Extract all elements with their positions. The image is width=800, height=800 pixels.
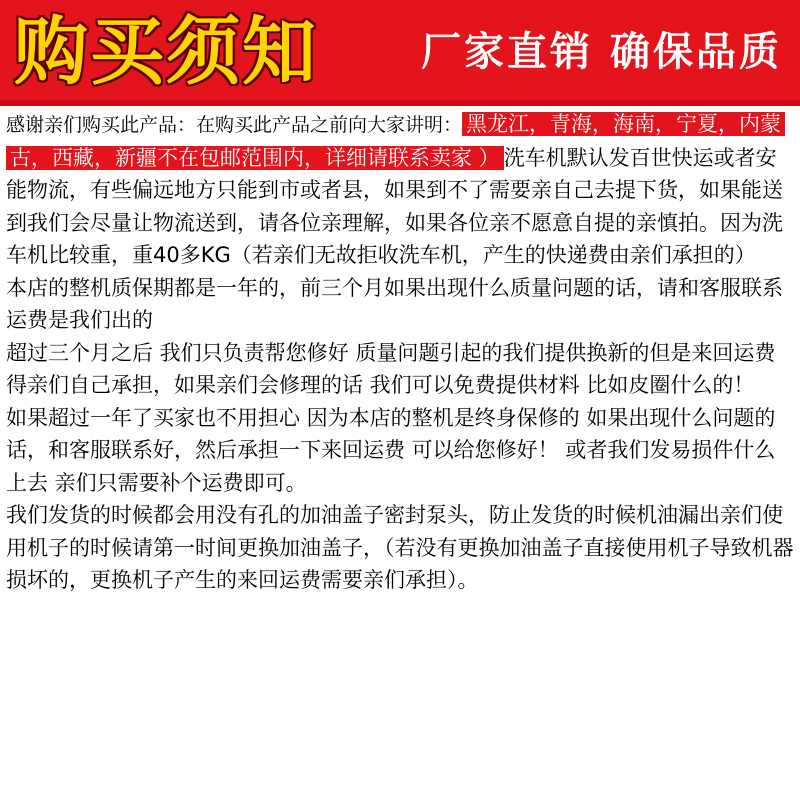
excluded-regions-highlight: 黑龙江，青海，海南，宁夏，内蒙古，西藏，新疆不在包邮范围内，详细请联系卖家 ） (6, 112, 785, 170)
warranty-paragraph: 本店的整机质保期都是一年的，前三个月如果出现什么质量问题的话，请和客服联系 运费是我们出的 (6, 275, 783, 332)
after-one-year-paragraph: 如果超过一年了买家也不用担心 因为本店的整机是终身保修的 如果出现什么问题的话，和客服联系好，然后承担一下来回运费 可以给您修好！ 或者我们发易损件什么上去 亲们只需要补个运费即可。 (6, 405, 776, 495)
factory-direct-slogan: 厂家直销 确保品质 (421, 29, 782, 75)
oil-cap-paragraph: 我们发货的时候都会用没有孔的加油盖子密封泵头，防止发货的时候机油漏出亲们使用机子的时候请第一时间更换加油盖子，（若没有更换加油盖子直接使用机子导致机器损坏的，更换机子产生的来回运费需要亲们承担）。 (6, 503, 794, 592)
shipping-paragraph (6, 108, 794, 272)
header-banner (0, 0, 800, 106)
notice-body (6, 108, 794, 597)
notice-title: 购买须知 (14, 9, 318, 95)
intro-text: 感谢亲们购买此产品：在购买此产品之前向大家讲明： (6, 114, 463, 136)
after-three-months-paragraph: 超过三个月之后 我们只负责帮您修好 质量问题引起的我们提供换新的但是来回运费得亲们自己承担，如果亲们会修理的话 我们可以免费提供材料 比如皮圈什么的！ (6, 340, 776, 397)
shipping-text: 洗车机默认发百世快运或者安能物流，有些偏远地方只能到市或者县，如果到不了需要亲自己去提下货，如果能送到我们会尽量让物流送到，请各位亲理解，如果各位亲不愿意自提的亲慎拍。因为洗车机比较重，重40多KG（若亲们无故拒收洗车机，产生的快递费由亲们承担的） (6, 145, 783, 267)
